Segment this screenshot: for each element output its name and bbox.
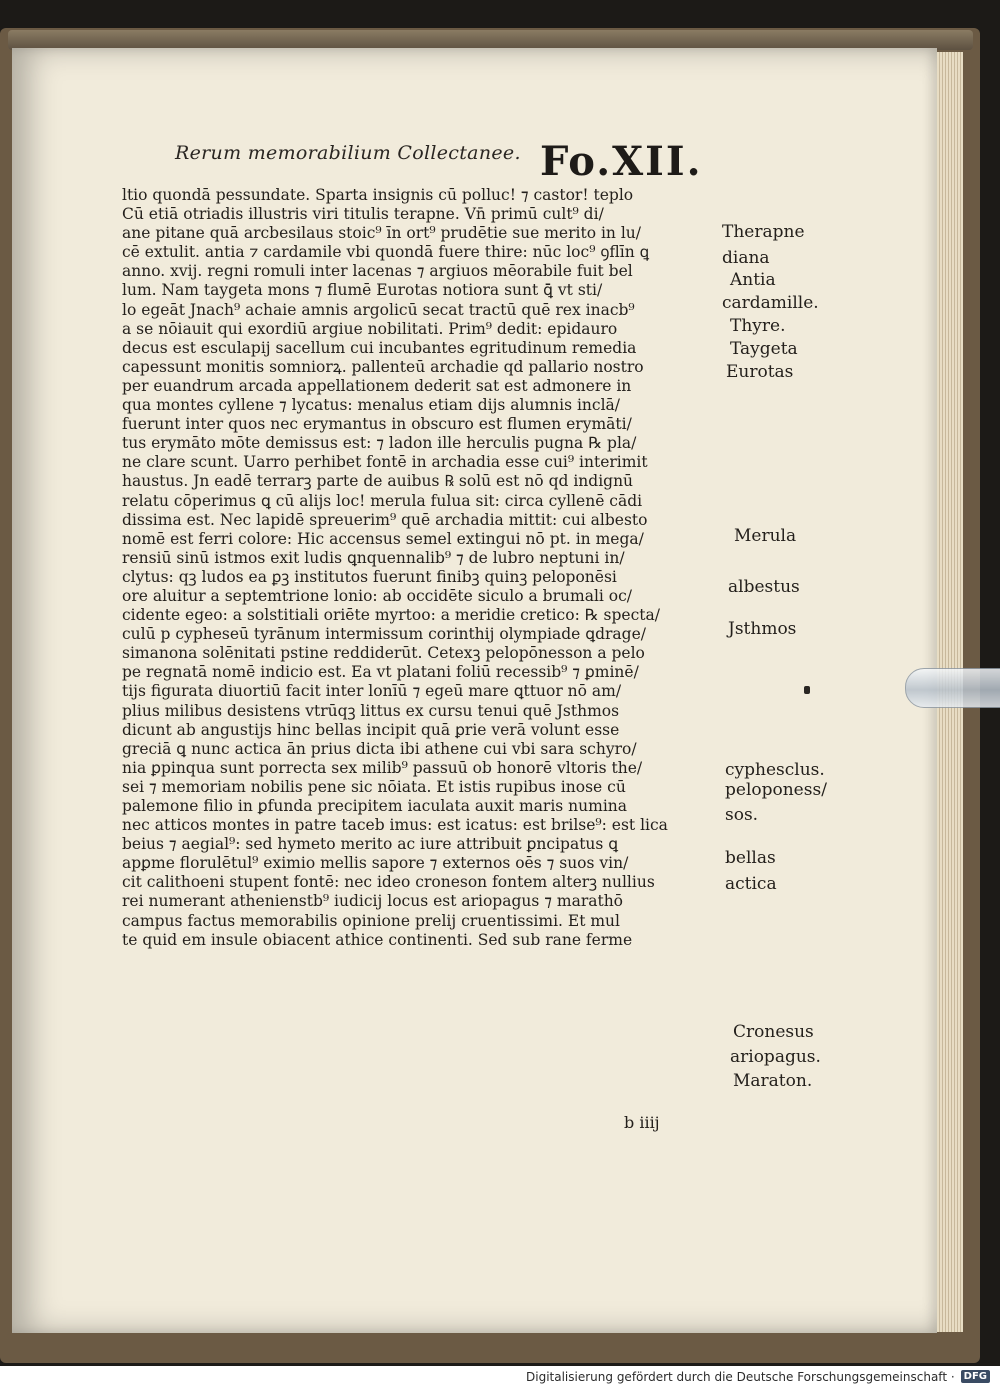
funding-footer: [0, 1366, 1000, 1387]
marginal-note: Taygeta: [730, 339, 798, 359]
marginal-note: peloponess/: [725, 780, 827, 800]
text-line: relatu cōperimus ꝗ cū alijs loc! merula fulua sit: circa cyllenē cādi: [122, 491, 643, 510]
page-clamp: [905, 668, 1000, 708]
marginal-note: Antia: [730, 270, 776, 290]
text-line: nec atticos montes in patre taceb imus: est icatus: est brilse⁹: est lica: [122, 816, 668, 835]
text-line: simanona solēnitati pstine reddiderūt. Cetexꝫ pelopōnesson a pelo: [122, 644, 645, 663]
text-line: tus erymāto mōte demissus est: ⁊ ladon ille herculis pugna ℞ pla/: [122, 434, 637, 453]
text-line: cē extulit. antia ⁊ cardamile vbi quondā fuere thire: nūc loc⁹ ꝯflīn ꝗ: [122, 243, 650, 262]
running-head: Rerum memorabilium Collectanee.: [175, 142, 521, 164]
text-line: ane pitane quā arcbesilaus stoic⁹ īn ort⁹ prudētie sue merito in lu/: [122, 224, 641, 243]
marginal-note: Therapne: [722, 222, 805, 242]
text-line: decus est esculapij sacellum cui incubantes egritudinum remedia: [122, 338, 637, 357]
marginal-note: diana: [722, 248, 770, 268]
text-line: nomē est ferri colore: Hic accensus semel extingui nō pt̄. in mega/: [122, 529, 644, 548]
text-line: pe regnatā nomē indicio est. Ea vt platani foliū recessib⁹ ⁊ ꝑminē/: [122, 663, 639, 682]
marginal-note: Eurotas: [726, 362, 794, 382]
text-line: per euandrum arcada appellationem dederit sat est admonere in: [122, 376, 632, 395]
text-line: te quid em insule obiacent athice continenti. Sed sub rane ferme: [122, 930, 633, 949]
marginal-note: actica: [725, 874, 777, 894]
text-line: rensiū sinū istmos exit ludis ꝗnquennalib⁹ ⁊ de lubro neptuni in/: [122, 548, 625, 567]
marginal-note: Cronesus: [733, 1022, 814, 1042]
book-top-edge: [8, 30, 973, 50]
ink-mark: [804, 686, 810, 694]
folio-number: Fo.XII.: [540, 138, 703, 185]
text-line: lum. Nam taygeta mons ⁊ flumē Eurotas notiora sunt ꝗ̄ vt sti/: [122, 281, 603, 300]
text-line: lo egeāt Jnach⁹ achaie amnis argolicū secat tractū quē rex inacb⁹: [122, 300, 635, 319]
text-line: cidente egeo: a solstitiali oriēte myrtoo: a meridie cretico: ℞ specta/: [122, 606, 660, 625]
text-line: haustus. Jn eadē terrarꝫ parte de auibus ℞ solū est nō qd̄ indignū: [122, 472, 634, 491]
text-line: cit calithoeni stupent fontē: nec ideo croneson fontem alterꝫ nullius: [122, 873, 655, 892]
text-line: dissima est. Nec lapidē spreuerim⁹ quē archadia mittit: cui albesto: [122, 510, 648, 529]
text-line: plius milibus desistens vtrūqꝫ littus ex cursu tenui quē Jsthmos: [122, 701, 620, 720]
text-line: campus factus memorabilis opinione prelij cruentissimi. Et mul: [122, 911, 620, 930]
marginal-note: bellas: [725, 848, 776, 868]
text-line: clytus: qꝫ ludos ea ꝑꝫ institutos fuerunt finibꝫ quinꝫ peloponēsi: [122, 567, 617, 586]
text-line: ltio quondā pessundate. Sparta insignis cū polluc! ⁊ castor! teplo: [122, 186, 634, 204]
text-line: ne clare scunt. Uarro perhibet fontē in archadia esse cui⁹ interimit: [122, 453, 648, 472]
text-line: ore aluitur a septemtrione lonio: ab occidēte siculo a brumali oc/: [122, 586, 633, 605]
marginal-note: cardamille.: [722, 293, 819, 313]
marginal-note: ariopagus.: [730, 1047, 821, 1067]
text-line: capessunt monitis somniorꝝ. pallenteū archadie qd̄ pallario nostro: [122, 357, 644, 376]
marginal-note: cyphesclus.: [725, 760, 825, 780]
marginal-note: Thyre.: [730, 316, 786, 336]
text-line: Cū etiā otriadis illustris viri titulis terapne. Vn̄ primū cult⁹ di/: [122, 205, 604, 224]
marginal-note: albestus: [728, 577, 800, 597]
text-line: tijs figurata diuortiū facit inter lonīū ⁊ egeū mare ꝗttuor nō am/: [122, 682, 622, 701]
marginal-note: Maraton.: [733, 1071, 813, 1091]
text-line: anno. xvij. regni romuli inter lacenas ⁊ argiuos mēorabile fuit bel: [122, 262, 633, 281]
signature-mark: b iiij: [624, 1113, 660, 1132]
text-line: fuerunt inter quos nec erymantus in obscuro est flumen erymāti/: [122, 415, 632, 434]
marginal-note: Merula: [734, 526, 797, 546]
text-line: apꝑme florulētul⁹ eximio mellis sapore ⁊ externos oēs ⁊ suos vin/: [122, 854, 629, 873]
text-line: beius ⁊ aegial⁹: sed hymeto merito ac iure attribuit̄ ꝑncipatus ꝗ: [122, 835, 619, 854]
marginal-note: Jsthmos: [728, 619, 797, 639]
text-line: palemone filio in ꝑfunda precipitem iaculata auxit maris numina: [122, 797, 628, 815]
text-line: sei ⁊ memoriam nobilis pene sic nōiata. Et istis rupibus inose cū: [122, 777, 626, 796]
text-line: greciā ꝗ nunc actica ān prius dicta ibi athene cui vbi sara schyro/: [122, 739, 637, 758]
text-line: culū p cypheseū tyrānum intermissum corinthij olympiade ꝗdrage/: [122, 625, 646, 644]
footer-text: Digitalisierung gefördert durch die Deutsche Forschungsgemeinschaft ·: [526, 1369, 955, 1384]
body-text: [122, 186, 722, 950]
text-line: qua montes cyllene ⁊ lycatus: menalus etiam dijs alumnis inclā/: [122, 396, 621, 415]
marginal-note: sos.: [725, 805, 759, 825]
text-line: rei numerant athenienstb⁹ iudicij locus est ariopagus ⁊ marathō: [122, 892, 624, 911]
dfg-logo: DFG: [961, 1370, 990, 1383]
text-line: nia ꝑpinqua sunt porrecta sex milib⁹ passuū ob honorē vltoris the/: [122, 758, 643, 777]
text-line: a se nōiauit qui exordiū argiue nobilitati. Prim⁹ dedit: epidauro: [122, 319, 618, 338]
text-line: dicunt ab angustijs hinc bellas incipit quā ꝑrie verā volunt esse: [122, 720, 620, 739]
